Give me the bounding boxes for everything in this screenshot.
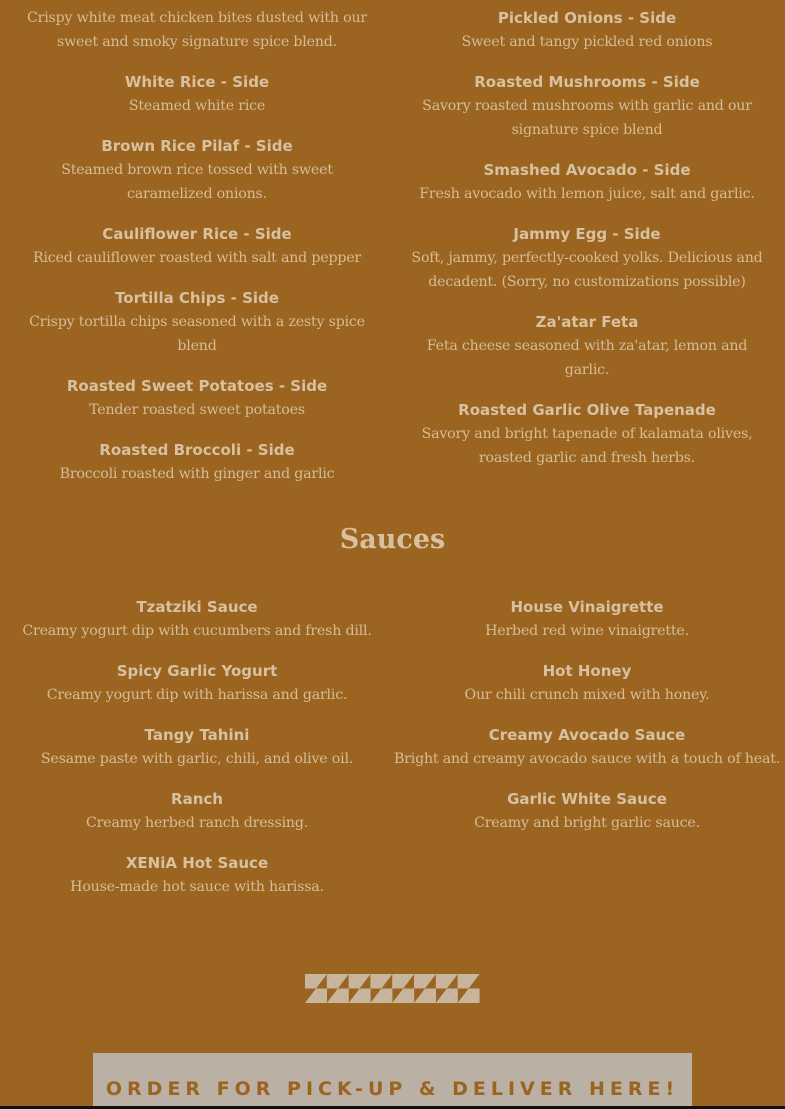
item-description: Creamy yogurt dip with cucumbers and fresh dill. <box>22 623 372 639</box>
item-title: Tortilla Chips - Side <box>115 289 279 307</box>
item-title: Roasted Broccoli - Side <box>99 441 295 459</box>
menu-item <box>2 222 392 270</box>
item-title: Ranch <box>171 790 223 808</box>
item-description: Sweet and tangy pickled red onions <box>461 34 713 50</box>
order-button-label: ORDER FOR PICK-UP & DELIVER HERE! <box>105 1078 680 1100</box>
item-description: Riced cauliflower roasted with salt and pepper <box>32 250 361 266</box>
item-description: Bright and creamy avocado sauce with a touch of heat. <box>393 751 781 767</box>
menu-item <box>392 723 782 771</box>
item-title: Jammy Egg - Side <box>513 225 661 243</box>
item-description: Tender roasted sweet potatoes <box>89 402 305 418</box>
sauces-left-column <box>2 595 392 899</box>
sauces-right-column <box>392 595 782 835</box>
item-description: Sesame paste with garlic, chili, and olive oil. <box>40 751 354 767</box>
item-description: Broccoli roasted with ginger and garlic <box>59 466 335 482</box>
triangle-pattern-icon <box>305 974 480 1003</box>
item-title: Hot Honey <box>542 662 632 680</box>
menu-item <box>392 787 782 835</box>
section-title-sauces: Sauces <box>339 524 446 555</box>
menu-item <box>392 659 782 707</box>
item-description: Feta cheese seasoned with za'atar, lemon and garlic. <box>426 338 748 378</box>
menu-item <box>2 134 392 206</box>
item-description: Fresh avocado with lemon juice, salt and garlic. <box>419 186 755 202</box>
item-title: Creamy Avocado Sauce <box>488 726 686 744</box>
item-description: Creamy and bright garlic sauce. <box>474 815 700 831</box>
menu-item <box>2 286 392 358</box>
item-description: Steamed brown rice tossed with sweet caramelized onions. <box>61 162 333 202</box>
menu-item <box>392 6 782 54</box>
menu-item <box>2 851 392 899</box>
item-description: Savory and bright tapenade of kalamata olives, roasted garlic and fresh herbs. <box>421 426 753 466</box>
menu-item <box>2 723 392 771</box>
menu-item <box>2 595 392 643</box>
item-title: Cauliflower Rice - Side <box>102 225 292 243</box>
menu-item <box>392 222 782 294</box>
menu-item <box>392 595 782 643</box>
menu-item <box>2 659 392 707</box>
menu-item <box>392 398 782 470</box>
menu-item <box>2 438 392 486</box>
item-title: Roasted Mushrooms - Side <box>474 73 700 91</box>
menu-item <box>2 70 392 118</box>
item-description: Our chili crunch mixed with honey. <box>464 687 710 703</box>
item-title: Tzatziki Sauce <box>136 598 258 616</box>
item-description: Herbed red wine vinaigrette. <box>485 623 689 639</box>
item-title: Garlic White Sauce <box>507 790 667 808</box>
item-title: Tangy Tahini <box>144 726 250 744</box>
item-title: Za'atar Feta <box>535 313 639 331</box>
menu-item <box>392 70 782 142</box>
item-description: Soft, jammy, perfectly-cooked yolks. Delicious and decadent. (Sorry, no customizations possible) <box>411 250 763 290</box>
item-description: Crispy tortilla chips seasoned with a zesty spice blend <box>29 314 365 354</box>
item-description: Crispy white meat chicken bites dusted with our sweet and smoky signature spice blend. <box>26 10 367 50</box>
order-pickup-delivery-button[interactable] <box>93 1053 692 1106</box>
menu-item <box>2 374 392 422</box>
item-description: Creamy herbed ranch dressing. <box>85 815 309 831</box>
item-title: XENiA Hot Sauce <box>125 854 269 872</box>
menu-item <box>392 310 782 382</box>
item-title: White Rice - Side <box>124 73 270 91</box>
menu-item <box>2 787 392 835</box>
item-description: Creamy yogurt dip with harissa and garlic. <box>46 687 348 703</box>
item-title: Brown Rice Pilaf - Side <box>101 137 293 155</box>
item-title: Roasted Sweet Potatoes - Side <box>66 377 328 395</box>
item-title: House Vinaigrette <box>510 598 664 616</box>
item-title: Smashed Avocado - Side <box>483 161 691 179</box>
menu-item <box>2 6 392 54</box>
sides-left-column <box>2 6 392 486</box>
item-title: Pickled Onions - Side <box>497 9 677 27</box>
sides-right-column <box>392 6 782 470</box>
item-title: Spicy Garlic Yogurt <box>116 662 278 680</box>
item-description: Savory roasted mushrooms with garlic and our signature spice blend <box>422 98 752 138</box>
menu-item <box>392 158 782 206</box>
item-description: House-made hot sauce with harissa. <box>70 879 324 895</box>
item-title: Roasted Garlic Olive Tapenade <box>458 401 716 419</box>
item-description: Steamed white rice <box>128 98 266 114</box>
